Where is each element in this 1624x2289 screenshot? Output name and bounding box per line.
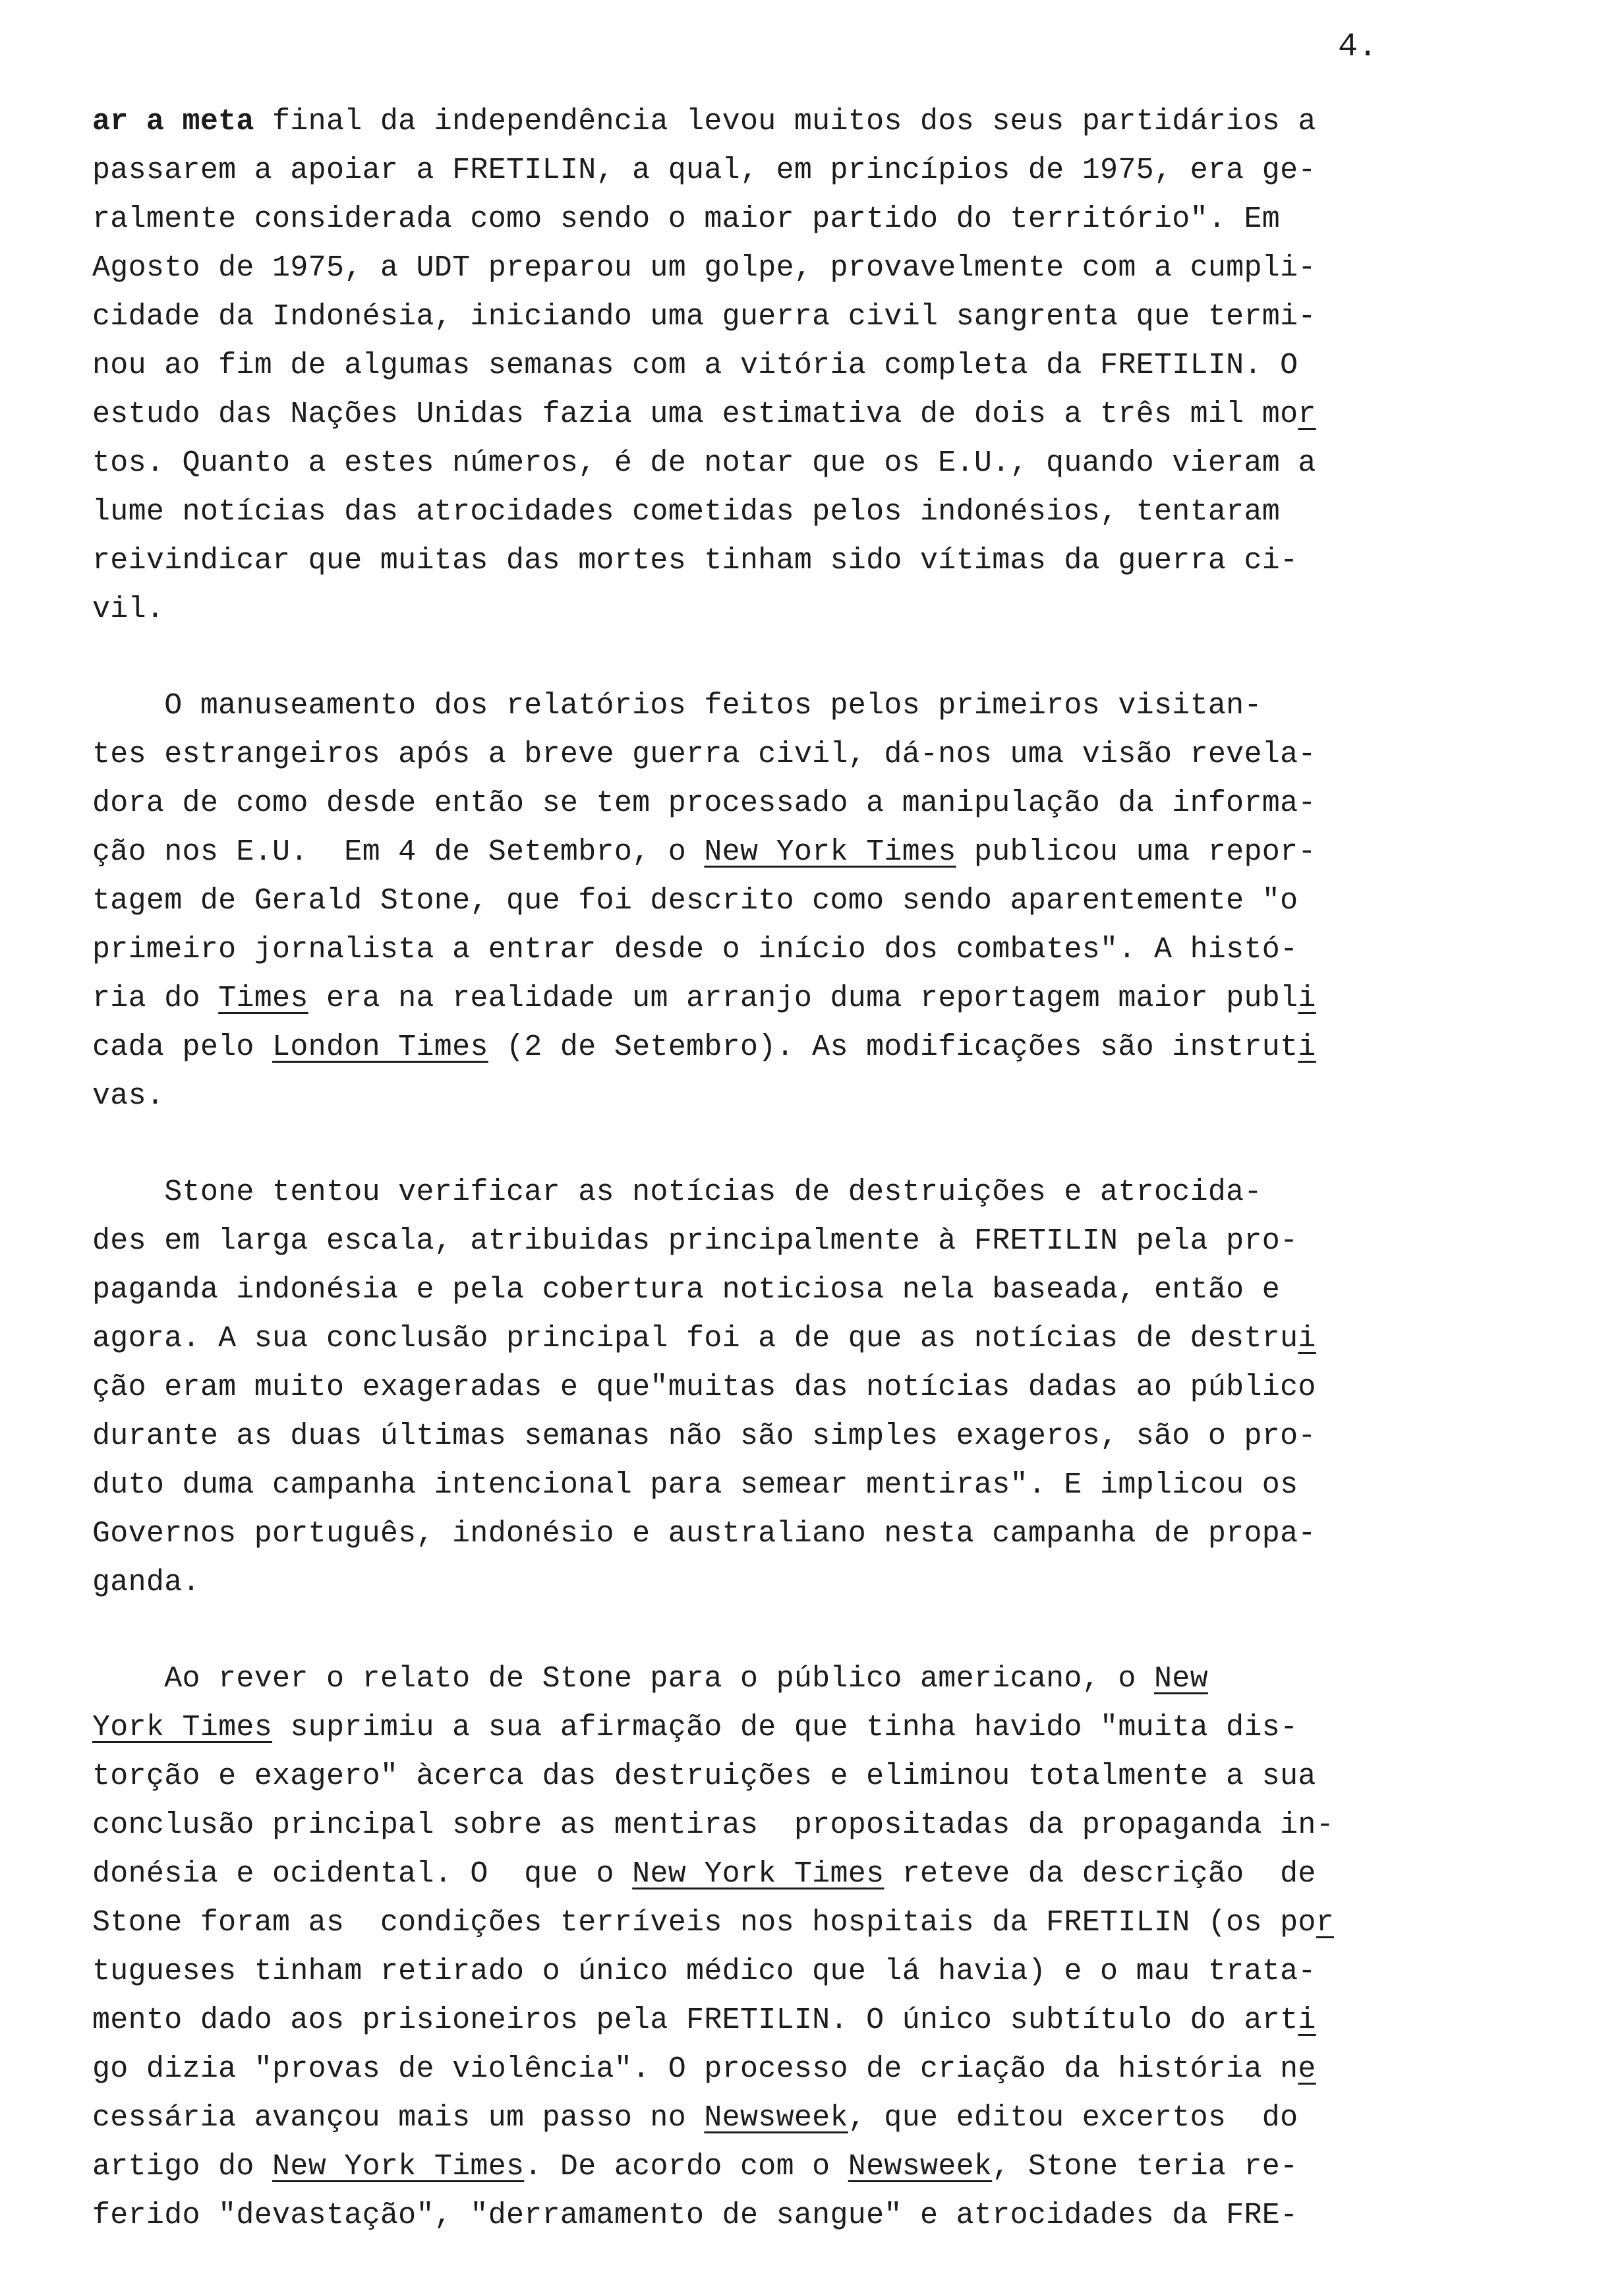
underlined-text: i <box>1298 1322 1316 1355</box>
paragraph-gap <box>92 634 1503 682</box>
text-line <box>92 488 1503 537</box>
text-segment: go dizia "provas de violência". O processo de criação da história n <box>92 2052 1298 2086</box>
underlined-text: i <box>1298 2004 1316 2037</box>
text-segment: durante as duas últimas semanas não são simples exageros, são o pro- <box>92 1419 1316 1453</box>
text-line <box>92 828 1503 877</box>
text-line <box>92 342 1503 390</box>
body-text <box>92 98 1503 2240</box>
text-segment: dora de como desde então se tem processado a manipulação da informa- <box>92 787 1316 820</box>
text-segment: , Stone teria re- <box>992 2150 1298 2184</box>
text-line <box>92 390 1503 439</box>
text-segment: Stone tentou verificar as notícias de destruições e atrocida- <box>92 1175 1262 1209</box>
text-segment: ção nos E.U. Em 4 de Setembro, o <box>92 835 705 869</box>
underlined-text: Times <box>218 982 308 1015</box>
text-segment: ferido "devastação", "derramamento de sangue" e atrocidades da FRE- <box>92 2199 1298 2232</box>
text-line <box>92 1510 1503 1559</box>
text-segment: Governos português, indonésio e australiano nesta campanha de propa- <box>92 1517 1316 1551</box>
underlined-text: r <box>1316 1906 1335 1940</box>
text-segment: agora. A sua conclusão principal foi a de que as notícias de destru <box>92 1322 1298 1355</box>
text-segment: cada pelo <box>92 1030 273 1064</box>
text-line <box>92 1655 1503 1704</box>
text-line <box>92 1072 1503 1121</box>
underlined-text: e <box>1298 2052 1316 2086</box>
text-line <box>92 1801 1503 1850</box>
underlined-text: New York Times <box>632 1857 884 1891</box>
text-segment: Agosto de 1975, a UDT preparou um golpe, provavelmente com a cumpli- <box>92 251 1316 285</box>
text-line <box>92 244 1503 293</box>
text-segment: O manuseamento dos relatórios feitos pelos primeiros visitan- <box>92 689 1262 723</box>
text-segment: nou ao fim de algumas semanas com a vitória completa da FRETILIN. O <box>92 349 1298 382</box>
text-segment: ar a meta <box>92 105 254 138</box>
text-segment: des em larga escala, atribuidas principalmente à FRETILIN pela pro- <box>92 1224 1298 1258</box>
text-line <box>92 2094 1503 2143</box>
text-line <box>92 682 1503 730</box>
text-segment: suprimiu a sua afirmação de que tinha havido "muita dis- <box>272 1711 1298 1744</box>
text-segment: paganda indonésia e pela cobertura noticiosa nela baseada, então e <box>92 1273 1281 1307</box>
text-line <box>92 926 1503 974</box>
text-segment: donésia e ocidental. O que o <box>92 1857 633 1891</box>
underlined-text: i <box>1298 982 1316 1015</box>
text-segment: , que editou excertos do <box>848 2101 1298 2135</box>
paragraph <box>92 682 1503 1121</box>
text-segment: vil. <box>92 593 165 626</box>
underlined-text: New York Times <box>272 2150 525 2184</box>
text-line <box>92 1996 1503 2045</box>
text-segment: lume notícias das atrocidades cometidas pelos indonésios, tentaram <box>92 495 1281 529</box>
text-segment: primeiro jornalista a entrar desde o início dos combates". A histó- <box>92 933 1298 966</box>
text-line <box>92 877 1503 926</box>
text-segment: publicou uma repor- <box>956 835 1316 869</box>
text-line <box>92 974 1503 1023</box>
text-line <box>92 1217 1503 1266</box>
text-line <box>92 1704 1503 1752</box>
text-segment: era na realidade um arranjo duma reportagem maior publ <box>308 982 1298 1015</box>
underlined-text: New <box>1153 1662 1208 1696</box>
text-segment: (2 de Setembro). As modificações são instrut <box>488 1030 1298 1064</box>
text-segment: vas. <box>92 1079 165 1113</box>
underlined-text: Newsweek <box>704 2101 848 2135</box>
text-segment: ção eram muito exageradas e que"muitas das notícias dadas ao público <box>92 1371 1316 1404</box>
text-segment: cidade da Indonésia, iniciando uma guerra civil sangrenta que termi- <box>92 300 1316 334</box>
text-segment: tos. Quanto a estes números, é de notar que os E.U., quando vieram a <box>92 446 1316 480</box>
text-line <box>92 1559 1503 1607</box>
paragraph <box>92 1655 1503 2240</box>
text-segment: conclusão principal sobre as mentiras propositadas da propaganda in- <box>92 1808 1335 1842</box>
text-segment: ria do <box>92 982 219 1015</box>
text-segment: tes estrangeiros após a breve guerra civil, dá-nos uma visão revela- <box>92 738 1316 771</box>
underlined-text: York Times <box>92 1711 273 1744</box>
text-line <box>92 146 1503 195</box>
text-line <box>92 1899 1503 1947</box>
text-segment: final da independência levou muitos dos seus partidários a <box>254 105 1316 138</box>
text-segment: reivindicar que muitas das mortes tinham sido vítimas da guerra ci- <box>92 544 1298 578</box>
text-segment: passarem a apoiar a FRETILIN, a qual, em princípios de 1975, era ge- <box>92 154 1316 187</box>
text-line <box>92 195 1503 244</box>
text-segment: tagem de Gerald Stone, que foi descrito como sendo aparentemente "o <box>92 884 1298 918</box>
text-line <box>92 1850 1503 1899</box>
text-line <box>92 439 1503 488</box>
underlined-text: i <box>1298 1030 1316 1064</box>
text-line <box>92 98 1503 146</box>
text-segment: torção e exagero" àcerca das destruições e eliminou totalmente a sua <box>92 1760 1316 1793</box>
underlined-text: London Times <box>272 1030 488 1064</box>
text-line <box>92 293 1503 342</box>
text-segment: reteve da descrição de <box>884 1857 1316 1891</box>
text-segment: tugueses tinham retirado o único médico que lá havia) e o mau trata- <box>92 1955 1316 1988</box>
text-segment: cessária avançou mais um passo no <box>92 2101 705 2135</box>
text-line <box>92 1363 1503 1412</box>
paragraph-gap <box>92 1121 1503 1168</box>
text-line <box>92 2191 1503 2240</box>
text-segment: mento dado aos prisioneiros pela FRETILIN. O único subtítulo do art <box>92 2004 1298 2037</box>
text-segment: ganda. <box>92 1566 200 1599</box>
paragraph <box>92 98 1503 634</box>
text-segment: Ao rever o relato de Stone para o público americano, o <box>92 1662 1154 1696</box>
underlined-text: Newsweek <box>848 2150 993 2184</box>
underlined-text: New York Times <box>704 835 956 869</box>
text-segment: . De acordo com o <box>524 2150 848 2184</box>
text-line <box>92 2045 1503 2094</box>
text-line <box>92 1461 1503 1510</box>
text-segment: Stone foram as condições terríveis nos hospitais da FRETILIN (os po <box>92 1906 1316 1940</box>
text-segment: ralmente considerada como sendo o maior partido do território". Em <box>92 202 1281 236</box>
paragraph <box>92 1168 1503 1607</box>
text-segment: duto duma campanha intencional para semear mentiras". E implicou os <box>92 1468 1298 1502</box>
page-number: 4. <box>1338 28 1378 66</box>
text-line <box>92 537 1503 585</box>
text-segment: artigo do <box>92 2150 273 2184</box>
text-line <box>92 779 1503 828</box>
text-line <box>92 1412 1503 1461</box>
text-line <box>92 1266 1503 1315</box>
text-line <box>92 2143 1503 2191</box>
text-line <box>92 1752 1503 1801</box>
text-line <box>92 1947 1503 1996</box>
text-segment: estudo das Nações Unidas fazia uma estimativa de dois a três mil mo <box>92 398 1298 431</box>
paragraph-gap <box>92 1607 1503 1655</box>
text-line <box>92 1315 1503 1363</box>
text-line <box>92 585 1503 634</box>
text-line <box>92 1168 1503 1217</box>
text-line <box>92 1023 1503 1072</box>
underlined-text: r <box>1298 398 1316 431</box>
text-line <box>92 730 1503 779</box>
